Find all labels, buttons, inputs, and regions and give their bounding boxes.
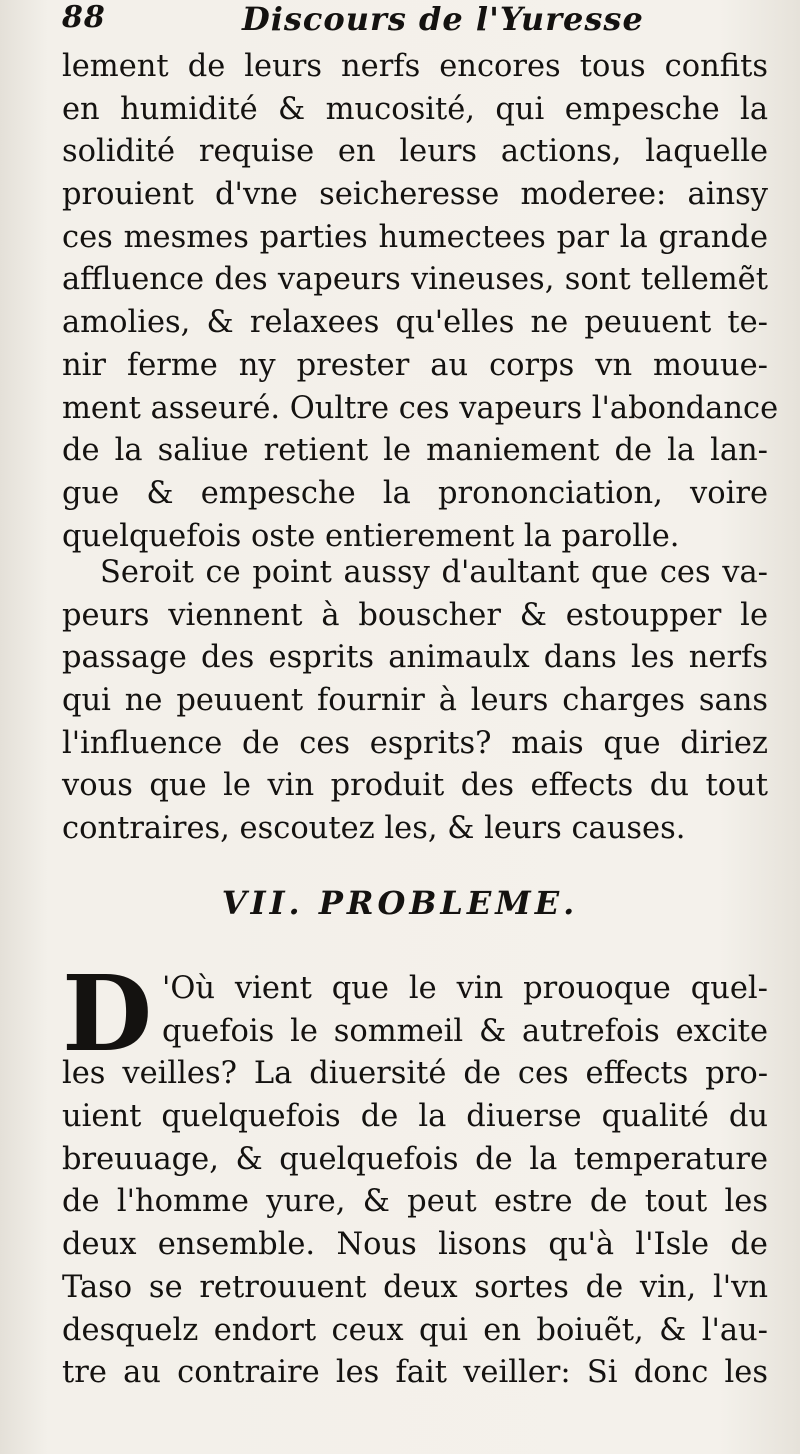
text-line: en humidité & mucosité, qui empesche la — [62, 91, 768, 127]
problem-paragraph — [62, 952, 768, 1395]
text-line: Seroit ce point aussy d'aultant que ces va- — [100, 555, 768, 590]
text-line: qui ne peuuent fournir à leurs charges sans — [62, 683, 768, 719]
text-line: peurs viennent à bouscher & estoupper le — [62, 597, 768, 633]
section-heading: VII. PROBLEME. — [221, 884, 579, 922]
text-line: tre au contraire les fait veiller: Si donc les — [62, 1355, 768, 1391]
running-title: Discours de l'Yuresse — [242, 0, 644, 38]
text-line: les veilles? La diuersité de ces effects pro- — [62, 1056, 768, 1092]
text-line: desquelz endort ceux qui en boiuẽt, & l'au- — [62, 1312, 768, 1348]
text-line: uient quelquefois de la diuerse qualité du — [62, 1099, 768, 1135]
text-line: 'Où vient que le vin prouoque quel- — [162, 971, 768, 1006]
text-line: de l'homme yure, & peut estre de tout les — [62, 1184, 768, 1220]
text-line: de la saliue retient le maniement de la lan- — [62, 433, 768, 469]
text-line: amolies, & relaxees qu'elles ne peuuent te- — [62, 305, 768, 341]
text-line: ces mesmes parties humectees par la grande — [62, 219, 768, 255]
text-line: prouient d'vne seicheresse moderee: ainsy — [62, 177, 768, 213]
paragraph-1 — [62, 46, 779, 558]
text-line: affluence des vapeurs vineuses, sont tellemẽt — [62, 262, 768, 298]
text-line: gue & empesche la prononciation, voire — [62, 475, 768, 511]
page-number: 88 — [62, 0, 106, 35]
text-line: nir ferme ny prester au corps vn mouue- — [62, 347, 768, 383]
text-line: breuuage, & quelquefois de la temperature — [62, 1141, 768, 1177]
page-header — [60, 0, 780, 40]
drop-cap: D — [62, 952, 153, 1075]
text-line: ment asseuré. Oultre ces vapeurs l'abondance — [62, 390, 779, 426]
text-line: vous que le vin produit des effects du tout — [62, 768, 768, 804]
text-line: lement de leurs nerfs encores tous confits — [62, 49, 768, 84]
text-line: l'influence de ces esprits? mais que diriez — [62, 725, 768, 761]
paragraph-2 — [62, 552, 768, 851]
text-line: Taso se retrouuent deux sortes de vin, l'vn — [62, 1269, 768, 1305]
text-line: contraires, escoutez les, & leurs causes. — [62, 811, 686, 847]
text-line: quefois le sommeil & autrefois excite — [162, 1013, 768, 1049]
text-line: solidité requise en leurs actions, laquelle — [62, 134, 768, 170]
text-line: quelquefois oste entierement la parolle. — [62, 518, 680, 554]
text-line: deux ensemble. Nous lisons qu'à l'Isle de — [62, 1227, 768, 1263]
text-line: passage des esprits animaulx dans les nerfs — [62, 640, 768, 676]
